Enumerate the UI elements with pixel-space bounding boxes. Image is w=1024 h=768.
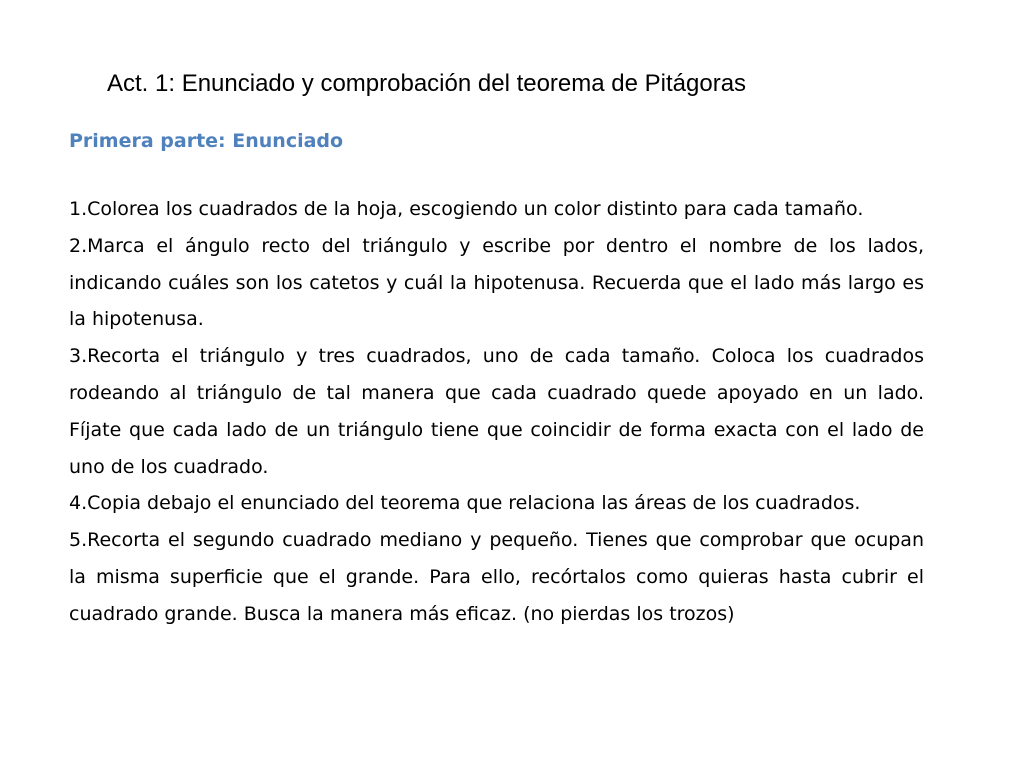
instruction-item-3: 3.Recorta el triángulo y tres cuadrados, uno de cada tamaño. Coloca los cuadrados rodeando al triángulo de tal manera que cada cuadrado quede apoyado en un lado. Fíjate que cada lado de un triángulo tiene que coincidir de forma exacta con el lado de uno de los cuadrado. [69, 345, 924, 478]
instruction-item-2: 2.Marca el ángulo recto del triángulo y escribe por dentro el nombre de los lados, indicando cuáles son los catetos y cuál la hipotenusa. Recuerda que el lado más largo es la hipotenusa. [69, 234, 924, 331]
section-subtitle: Primera parte: Enunciado [69, 130, 344, 152]
instruction-item-5: 5.Recorta el segundo cuadrado mediano y pequeño. Tienes que comprobar que ocupan la misma superficie que el grande. Para ello, recórtalos como quieras hasta cubrir el cuadrado grande. Busca la manera más eficaz. (no pierdas los trozos) [69, 529, 924, 625]
instruction-item-4: 4.Copia debajo el enunciado del teorema que relaciona las áreas de los cuadrados. [69, 492, 861, 515]
slide-title: Act. 1: Enunciado y comprobación del teorema de Pitágoras [107, 70, 747, 97]
instruction-item-1: 1.Colorea los cuadrados de la hoja, escogiendo un color distinto para cada tamaño. [69, 198, 864, 220]
instruction-list [69, 191, 924, 633]
